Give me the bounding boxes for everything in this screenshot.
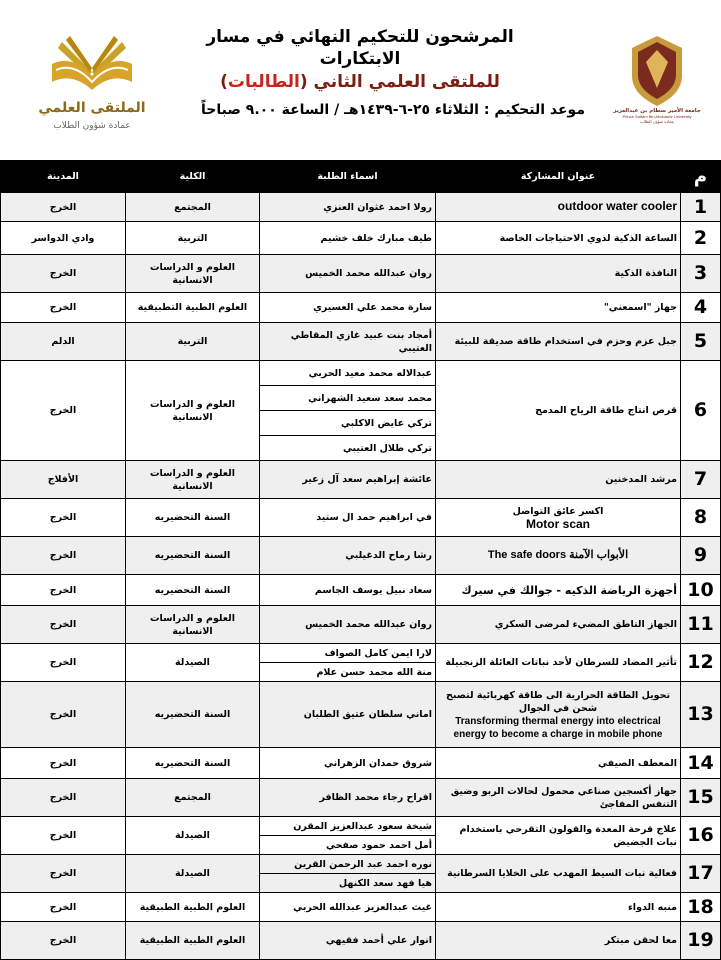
row-number: 3 (681, 255, 721, 293)
table-header-row (1, 161, 721, 193)
project-title: فعالية نبات السيط المهدب على الخلايا السرطانية (436, 855, 681, 893)
college: السنة التحضيريه (126, 537, 260, 575)
student-name: شيخة سعود عبدالعزيز المقرن (260, 817, 436, 836)
project-title: تحويل الطاقة الحرارية الى طاقة كهربائية لتصبح شحن في الجوال Transforming thermal energy into electrical energy to become a charge in mobile phone (436, 682, 681, 748)
student-name: سارة محمد علي العسيري (260, 293, 436, 323)
project-title: جهاز أكسجين صناعي محمول لحالات الربو وضيق التنفس المفاجئ (436, 779, 681, 817)
university-emblem-icon (632, 36, 682, 106)
student-name: عبدالاله محمد معيد الحربي (260, 361, 436, 386)
city: الخرج (1, 748, 126, 779)
schedule-line: موعد التحكيم : الثلاثاء ٢٥-٦-١٤٣٩هـ / الساعة ٩.٠٠ صباحاً (201, 102, 585, 118)
student-name: محمد سعد سعيد الشهراني (260, 386, 436, 411)
student-name: طيف مبارك خلف خشيم (260, 222, 436, 255)
row-number: 7 (681, 461, 721, 499)
project-title: مرشد المدخنين (436, 461, 681, 499)
college: العلوم و الدراسات الانسانية (126, 461, 260, 499)
row-number: 1 (681, 193, 721, 222)
college: السنة التحضيريه (126, 682, 260, 748)
college: العلوم و الدراسات الانسانية (126, 361, 260, 461)
student-name: اماني سلطان عتيق الطلبان (260, 682, 436, 748)
student-name: روان عبدالله محمد الخميس (260, 255, 436, 293)
table-row (1, 922, 721, 960)
student-name: هيا فهد سعد الكنهل (260, 874, 436, 893)
project-title: أجهزة الرياضة الذكيه - جوالك في سيرك (436, 575, 681, 606)
city: الأفلاج (1, 461, 126, 499)
table-row (1, 499, 721, 537)
college: المجتمع (126, 193, 260, 222)
row-number: 9 (681, 537, 721, 575)
table-row (1, 323, 721, 361)
row-number: 5 (681, 323, 721, 361)
city: الخرج (1, 606, 126, 644)
student-name: لارا ايمن كامل الصواف (260, 644, 436, 663)
project-title: معا لحقن مبتكر (436, 922, 681, 960)
college: المجتمع (126, 779, 260, 817)
project-title: outdoor water cooler (436, 193, 681, 222)
student-name: عائشة إبراهيم سعد آل زعير (260, 461, 436, 499)
header-college: الكلية (126, 161, 260, 193)
row-number: 14 (681, 748, 721, 779)
student-name: نوره احمد عبد الرحمن القرين (260, 855, 436, 874)
row-number: 4 (681, 293, 721, 323)
subtitle-accent: الطالبات (227, 72, 300, 92)
table-row (1, 682, 721, 748)
student-name: أمل احمد حمود صفحي (260, 836, 436, 855)
book-icon (52, 36, 132, 90)
table-row (1, 817, 721, 836)
college: التربية (126, 323, 260, 361)
title-block (170, 26, 550, 94)
student-name: غيث عبدالعزيز عبدالله الحربي (260, 893, 436, 922)
project-title: الأبواب الآمنة The safe doors (436, 537, 681, 575)
university-name-ar: جامعة الأمير سطام بن عبدالعزيز (613, 108, 701, 114)
table-row (1, 748, 721, 779)
university-deanship: عمادة شؤون الطلاب (639, 119, 675, 124)
row-number: 16 (681, 817, 721, 855)
city: الخرج (1, 779, 126, 817)
city: الدلم (1, 323, 126, 361)
college: العلوم و الدراسات الانسانية (126, 255, 260, 293)
candidates-table (0, 160, 721, 960)
city: وادي الدواسر (1, 222, 126, 255)
header-names: اسماء الطلبة (260, 161, 436, 193)
city: الخرج (1, 817, 126, 855)
forum-logo-title: الملتقى العلمي (38, 100, 146, 116)
city: الخرج (1, 644, 126, 682)
row-number: 11 (681, 606, 721, 644)
header-num: م (681, 161, 721, 193)
table-row (1, 255, 721, 293)
college: العلوم الطبية الطبيقية (126, 893, 260, 922)
university-name-en: Prince Sattam Bin Abdulaziz University (622, 114, 692, 119)
table-row (1, 779, 721, 817)
city: الخرج (1, 193, 126, 222)
table-row (1, 893, 721, 922)
row-number: 8 (681, 499, 721, 537)
row-number: 6 (681, 361, 721, 461)
college: الصيدلة (126, 817, 260, 855)
project-title: تأثير المضاد للسرطان لأحد نباتات العائلة الزنجبيلة (436, 644, 681, 682)
city: الخرج (1, 922, 126, 960)
college: العلوم الطبية التطبيقية (126, 293, 260, 323)
college: العلوم و الدراسات الانسانية (126, 606, 260, 644)
student-name: تركي عايض الاكلبي (260, 411, 436, 436)
page-subtitle: للملتقى العلمي الثاني (الطالبات) (220, 72, 500, 92)
project-title: قرص انتاج طاقة الرياح المدمج (436, 361, 681, 461)
row-number: 19 (681, 922, 721, 960)
forum-logo-subtitle: عمادة شؤون الطلاب (53, 121, 131, 131)
table-row (1, 855, 721, 874)
college: السنة التحضيريه (126, 499, 260, 537)
table-row (1, 575, 721, 606)
row-number: 18 (681, 893, 721, 922)
row-number: 15 (681, 779, 721, 817)
student-name: روان عبدالله محمد الخميس (260, 606, 436, 644)
page-title: المرشحون للتحكيم النهائي في مسار الابتكارات (206, 27, 514, 69)
table-row (1, 293, 721, 323)
forum-logo (22, 24, 162, 134)
table-row (1, 606, 721, 644)
header-project: عنوان المشاركة (436, 161, 681, 193)
student-name: انوار علي أحمد فقيهي (260, 922, 436, 960)
header-city: المدينة (1, 161, 126, 193)
row-number: 17 (681, 855, 721, 893)
city: الخرج (1, 855, 126, 893)
project-title: علاج قرحة المعدة والقولون التقرحي باستخدام نبات الجضيض (436, 817, 681, 855)
project-title: الساعة الذكية لذوي الاحتياجات الخاصة (436, 222, 681, 255)
project-title: الجهاز التاطق المضيء لمرضى السكري (436, 606, 681, 644)
row-number: 10 (681, 575, 721, 606)
university-logo (613, 32, 701, 124)
student-name: شروق حمدان الزهراني (260, 748, 436, 779)
project-title: المعطف الصيفي (436, 748, 681, 779)
table-row (1, 461, 721, 499)
table-row (1, 537, 721, 575)
row-number: 2 (681, 222, 721, 255)
table-row (1, 222, 721, 255)
city: الخرج (1, 255, 126, 293)
project-title: منبه الدواء (436, 893, 681, 922)
college: الصيدلة (126, 855, 260, 893)
city: الخرج (1, 537, 126, 575)
student-name: في ابراهيم حمد ال ستيد (260, 499, 436, 537)
table-row (1, 193, 721, 222)
table-row (1, 361, 721, 386)
student-name: افراح رجاء محمد الظافر (260, 779, 436, 817)
page-header (0, 0, 720, 160)
student-name: سعاد نبيل يوسف الجاسم (260, 575, 436, 606)
student-name: رشا رماح الدغيلبي (260, 537, 436, 575)
college: السنة التحضيريه (126, 575, 260, 606)
city: الخرج (1, 893, 126, 922)
city: الخرج (1, 293, 126, 323)
college: السنة التحضيريه (126, 748, 260, 779)
row-number: 12 (681, 644, 721, 682)
city: الخرج (1, 575, 126, 606)
student-name: أمجاد بنت عبيد غازي المقاطي العتيبي (260, 323, 436, 361)
project-title: النافذة الذكية (436, 255, 681, 293)
college: التربية (126, 222, 260, 255)
city: الخرج (1, 682, 126, 748)
student-name: تركي طلال العتيبي (260, 436, 436, 461)
college: الصيدلة (126, 644, 260, 682)
project-title: جبل عزم وحزم في استخدام طاقة صديقة للبيئة (436, 323, 681, 361)
city: الخرج (1, 361, 126, 461)
row-number: 13 (681, 682, 721, 748)
college: العلوم الطبية الطبيقية (126, 922, 260, 960)
city: الخرج (1, 499, 126, 537)
student-name: رولا احمد غثوان العنزي (260, 193, 436, 222)
project-title: اكسر عائق التواصل Motor scan (436, 499, 681, 537)
project-title: جهاز "اسمعني" (436, 293, 681, 323)
student-name: منة الله محمد حسن علام (260, 663, 436, 682)
table-row (1, 644, 721, 663)
